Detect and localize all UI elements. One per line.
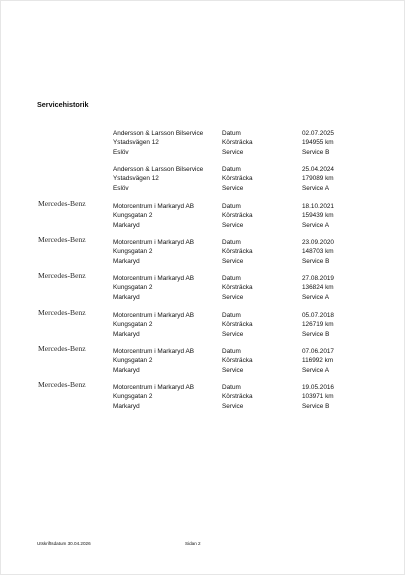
field-labels xyxy=(222,202,253,230)
field-labels xyxy=(222,347,253,375)
service-date: 05.07.2018 xyxy=(302,312,334,319)
service-date: 23.09.2020 xyxy=(302,239,334,246)
mileage-label: Körsträcka xyxy=(222,393,253,401)
service-label: Service xyxy=(222,293,244,301)
brand-logo: Mercedes-Benz xyxy=(38,308,86,317)
page-number: Sidan 2 xyxy=(185,541,201,546)
workshop-city: Markaryd xyxy=(113,330,140,338)
brand-logo: Mercedes-Benz xyxy=(38,199,86,208)
workshop-street: Ystadsvägen 12 xyxy=(113,139,159,147)
date-label: Datum xyxy=(222,384,241,391)
workshop-street: Ystadsvägen 12 xyxy=(113,175,159,183)
date-label: Datum xyxy=(222,239,241,246)
service-mileage: 103971 km xyxy=(302,393,334,401)
service-label: Service xyxy=(222,148,244,156)
workshop-name: Andersson & Larsson Bilservice xyxy=(113,130,204,137)
mileage-label: Körsträcka xyxy=(222,248,253,256)
service-entry xyxy=(0,129,405,159)
workshop-name: Motorcentrum i Markaryd AB xyxy=(113,384,194,391)
date-label: Datum xyxy=(222,312,241,319)
service-mileage: 159439 km xyxy=(302,212,334,220)
date-label: Datum xyxy=(222,130,241,137)
service-type: Service B xyxy=(302,330,330,338)
mileage-label: Körsträcka xyxy=(222,321,253,329)
workshop-name: Andersson & Larsson Bilservice xyxy=(113,166,204,173)
mileage-label: Körsträcka xyxy=(222,357,253,365)
field-values xyxy=(302,383,334,411)
service-date: 19.05.2016 xyxy=(302,384,334,391)
workshop-address xyxy=(113,202,194,230)
date-label: Datum xyxy=(222,348,241,355)
workshop-address xyxy=(113,238,194,266)
service-type: Service B xyxy=(302,257,330,265)
service-entry xyxy=(0,165,405,195)
workshop-name: Motorcentrum i Markaryd AB xyxy=(113,348,194,355)
service-date: 25.04.2024 xyxy=(302,166,334,173)
mileage-label: Körsträcka xyxy=(222,284,253,292)
workshop-name: Motorcentrum i Markaryd AB xyxy=(113,312,194,319)
workshop-name: Motorcentrum i Markaryd AB xyxy=(113,239,194,246)
brand-logo: Mercedes-Benz xyxy=(38,235,86,244)
service-date: 07.06.2017 xyxy=(302,348,334,355)
service-type: Service A xyxy=(302,366,329,374)
field-values xyxy=(302,202,334,230)
service-mileage: 136824 km xyxy=(302,284,334,292)
brand-logo: Mercedes-Benz xyxy=(38,271,86,280)
workshop-address xyxy=(113,274,194,302)
service-label: Service xyxy=(222,257,244,265)
service-mileage: 148703 km xyxy=(302,248,334,256)
mileage-label: Körsträcka xyxy=(222,212,253,220)
workshop-street: Kungsgatan 2 xyxy=(113,393,153,401)
workshop-address xyxy=(113,347,194,375)
service-label: Service xyxy=(222,221,244,229)
workshop-address xyxy=(113,165,203,193)
field-values xyxy=(302,311,334,339)
workshop-street: Kungsgatan 2 xyxy=(113,248,153,256)
workshop-name: Motorcentrum i Markaryd AB xyxy=(113,275,194,282)
field-labels xyxy=(222,274,253,302)
service-date: 18.10.2021 xyxy=(302,203,334,210)
field-labels xyxy=(222,311,253,339)
mileage-label: Körsträcka xyxy=(222,139,253,147)
workshop-address xyxy=(113,311,194,339)
brand-logo: Mercedes-Benz xyxy=(38,380,86,389)
field-labels xyxy=(222,165,253,193)
field-labels xyxy=(222,383,253,411)
service-mileage: 194955 km xyxy=(302,139,334,147)
service-entry xyxy=(0,199,405,232)
service-mileage: 126719 km xyxy=(302,321,334,329)
workshop-name: Motorcentrum i Markaryd AB xyxy=(113,203,194,210)
service-label: Service xyxy=(222,184,244,192)
field-values xyxy=(302,238,334,266)
service-entry xyxy=(0,380,405,413)
workshop-street: Kungsgatan 2 xyxy=(113,284,153,292)
print-date: Utskriftsdatum 30.04.2026 xyxy=(37,541,91,546)
service-type: Service A xyxy=(302,221,329,229)
service-label: Service xyxy=(222,402,244,410)
service-entry xyxy=(0,308,405,341)
field-labels xyxy=(222,238,253,266)
service-type: Service A xyxy=(302,184,329,192)
field-values xyxy=(302,274,334,302)
workshop-city: Markaryd xyxy=(113,221,140,229)
workshop-city: Eslöv xyxy=(113,184,129,192)
field-labels xyxy=(222,129,253,157)
workshop-address xyxy=(113,129,203,157)
mileage-label: Körsträcka xyxy=(222,175,253,183)
service-date: 27.08.2019 xyxy=(302,275,334,282)
service-entry xyxy=(0,344,405,377)
brand-logo: Mercedes-Benz xyxy=(38,344,86,353)
service-mileage: 179089 km xyxy=(302,175,334,183)
service-label: Service xyxy=(222,366,244,374)
workshop-address xyxy=(113,383,194,411)
service-date: 02.07.2025 xyxy=(302,130,334,137)
service-type: Service A xyxy=(302,293,329,301)
service-label: Service xyxy=(222,330,244,338)
service-entry xyxy=(0,235,405,268)
service-type: Service B xyxy=(302,402,330,410)
workshop-city: Markaryd xyxy=(113,366,140,374)
workshop-city: Markaryd xyxy=(113,257,140,265)
field-values xyxy=(302,165,334,193)
date-label: Datum xyxy=(222,275,241,282)
date-label: Datum xyxy=(222,166,241,173)
field-values xyxy=(302,347,334,375)
date-label: Datum xyxy=(222,203,241,210)
section-title: Servicehistorik xyxy=(37,100,89,109)
field-values xyxy=(302,129,334,157)
workshop-street: Kungsgatan 2 xyxy=(113,321,153,329)
workshop-street: Kungsgatan 2 xyxy=(113,212,153,220)
service-mileage: 116992 km xyxy=(302,357,334,365)
service-type: Service B xyxy=(302,148,330,156)
workshop-city: Markaryd xyxy=(113,402,140,410)
service-entry xyxy=(0,271,405,304)
workshop-street: Kungsgatan 2 xyxy=(113,357,153,365)
workshop-city: Markaryd xyxy=(113,293,140,301)
workshop-city: Eslöv xyxy=(113,148,129,156)
